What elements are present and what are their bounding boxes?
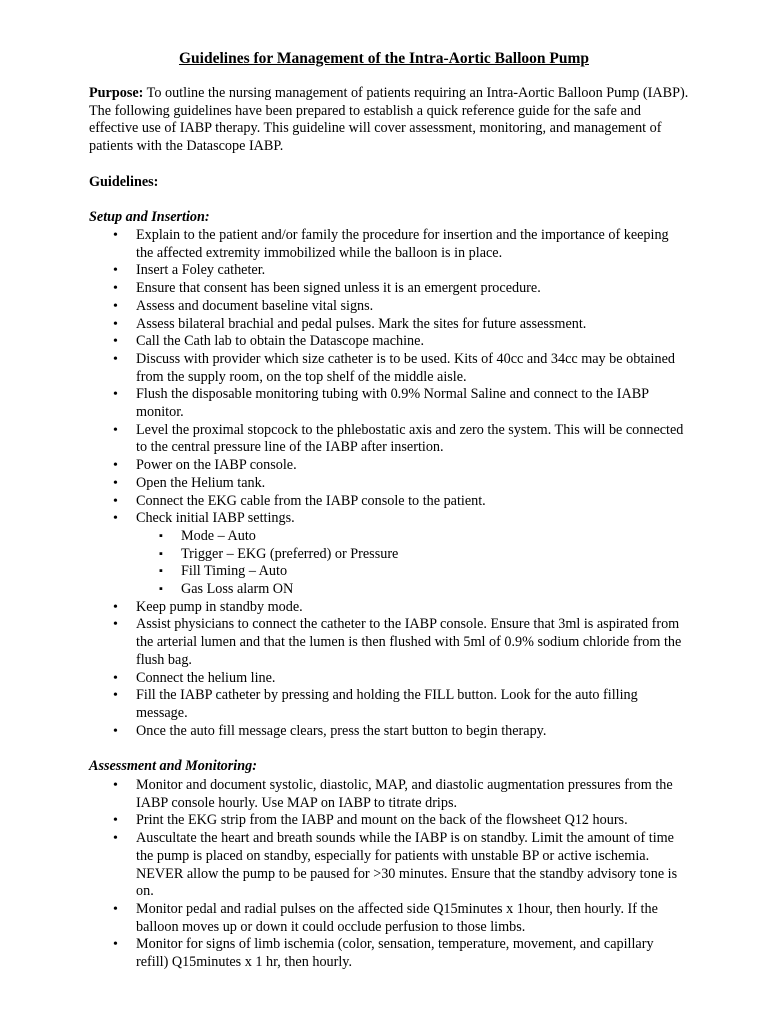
list-item: • Explain to the patient and/or family the procedure for insertion and the importance of keeping the affected extremity immobilized while the balloon is in place.	[89, 227, 689, 262]
list-item: • Monitor pedal and radial pulses on the affected side Q15minutes x 1hour, then hourly. If the balloon moves up or down it could occlude perfusion to those limbs.	[89, 901, 689, 936]
settings-sublist	[136, 528, 689, 599]
list-item: • Level the proximal stopcock to the phlebostatic axis and zero the system. This will be connected to the central pressure line of the IABP after insertion.	[89, 422, 689, 457]
list-item-settings	[89, 510, 689, 599]
list-item: • Fill the IABP catheter by pressing and holding the FILL button. Look for the auto filling message.	[89, 687, 689, 722]
purpose-paragraph	[89, 85, 689, 156]
list-item: • Auscultate the heart and breath sounds while the IABP is on standby. Limit the amount of time the pump is placed on standby, especially for patients with unstable BP or active ischemia. NEVER allow the pump to be paused for >30 minutes. Ensure that the standby advisory tone is on.	[89, 830, 689, 901]
list-item: • Flush the disposable monitoring tubing with 0.9% Normal Saline and connect to the IABP monitor.	[89, 386, 689, 421]
list-item: • Connect the EKG cable from the IABP console to the patient.	[89, 493, 689, 511]
document-title: Guidelines for Management of the Intra-Aortic Balloon Pump	[178, 50, 589, 67]
setup-heading: Setup and Insertion:	[89, 209, 210, 225]
sub-list-item: ▪ Fill Timing – Auto	[136, 563, 689, 581]
assessment-heading: Assessment and Monitoring:	[89, 758, 257, 774]
list-item: • Call the Cath lab to obtain the Datascope machine.	[89, 333, 689, 351]
list-item: • Keep pump in standby mode.	[89, 599, 689, 617]
list-item: • Power on the IABP console.	[89, 457, 689, 475]
purpose-label: Purpose:	[89, 85, 144, 101]
purpose-text: To outline the nursing management of patients requiring an Intra-Aortic Balloon Pump (IABP). The following guidelines have been prepared to establish a quick reference guide for the safe and effective use of IABP therapy. This guideline will cover assessment, monitoring, and management of patients with the Datascope IABP.	[89, 85, 689, 155]
list-item: • Ensure that consent has been signed unless it is an emergent procedure.	[89, 280, 689, 298]
guidelines-heading: Guidelines:	[89, 174, 159, 190]
list-item: • Print the EKG strip from the IABP and mount on the back of the flowsheet Q12 hours.	[89, 812, 689, 830]
assessment-list	[89, 777, 689, 972]
list-item: • Connect the helium line.	[89, 670, 689, 688]
settings-label: Check initial IABP settings.	[136, 510, 295, 527]
list-item: • Monitor for signs of limb ischemia (color, sensation, temperature, movement, and capillary refill) Q15minutes x 1 hr, then hourly.	[89, 936, 689, 971]
list-item: • Monitor and document systolic, diastolic, MAP, and diastolic augmentation pressures from the IABP console hourly. Use MAP on IABP to titrate drips.	[89, 777, 689, 812]
sub-list-item: ▪ Trigger – EKG (preferred) or Pressure	[136, 546, 689, 564]
sub-list-item: ▪ Mode – Auto	[136, 528, 689, 546]
list-item: • Insert a Foley catheter.	[89, 262, 689, 280]
list-item: • Once the auto fill message clears, press the start button to begin therapy.	[89, 723, 689, 741]
list-item: • Assist physicians to connect the catheter to the IABP console. Ensure that 3ml is aspirated from the arterial lumen and that the lumen is then flushed with 5ml of 0.9% sodium chloride from the flush bag.	[89, 616, 689, 669]
setup-list	[89, 227, 689, 740]
list-item: • Discuss with provider which size catheter is to be used. Kits of 40cc and 34cc may be obtained from the supply room, on the top shelf of the middle aisle.	[89, 351, 689, 386]
list-item: • Open the Helium tank.	[89, 475, 689, 493]
list-item: • Assess bilateral brachial and pedal pulses. Mark the sites for future assessment.	[89, 316, 689, 334]
list-item: • Assess and document baseline vital signs.	[89, 298, 689, 316]
sub-list-item: ▪ Gas Loss alarm ON	[136, 581, 689, 599]
